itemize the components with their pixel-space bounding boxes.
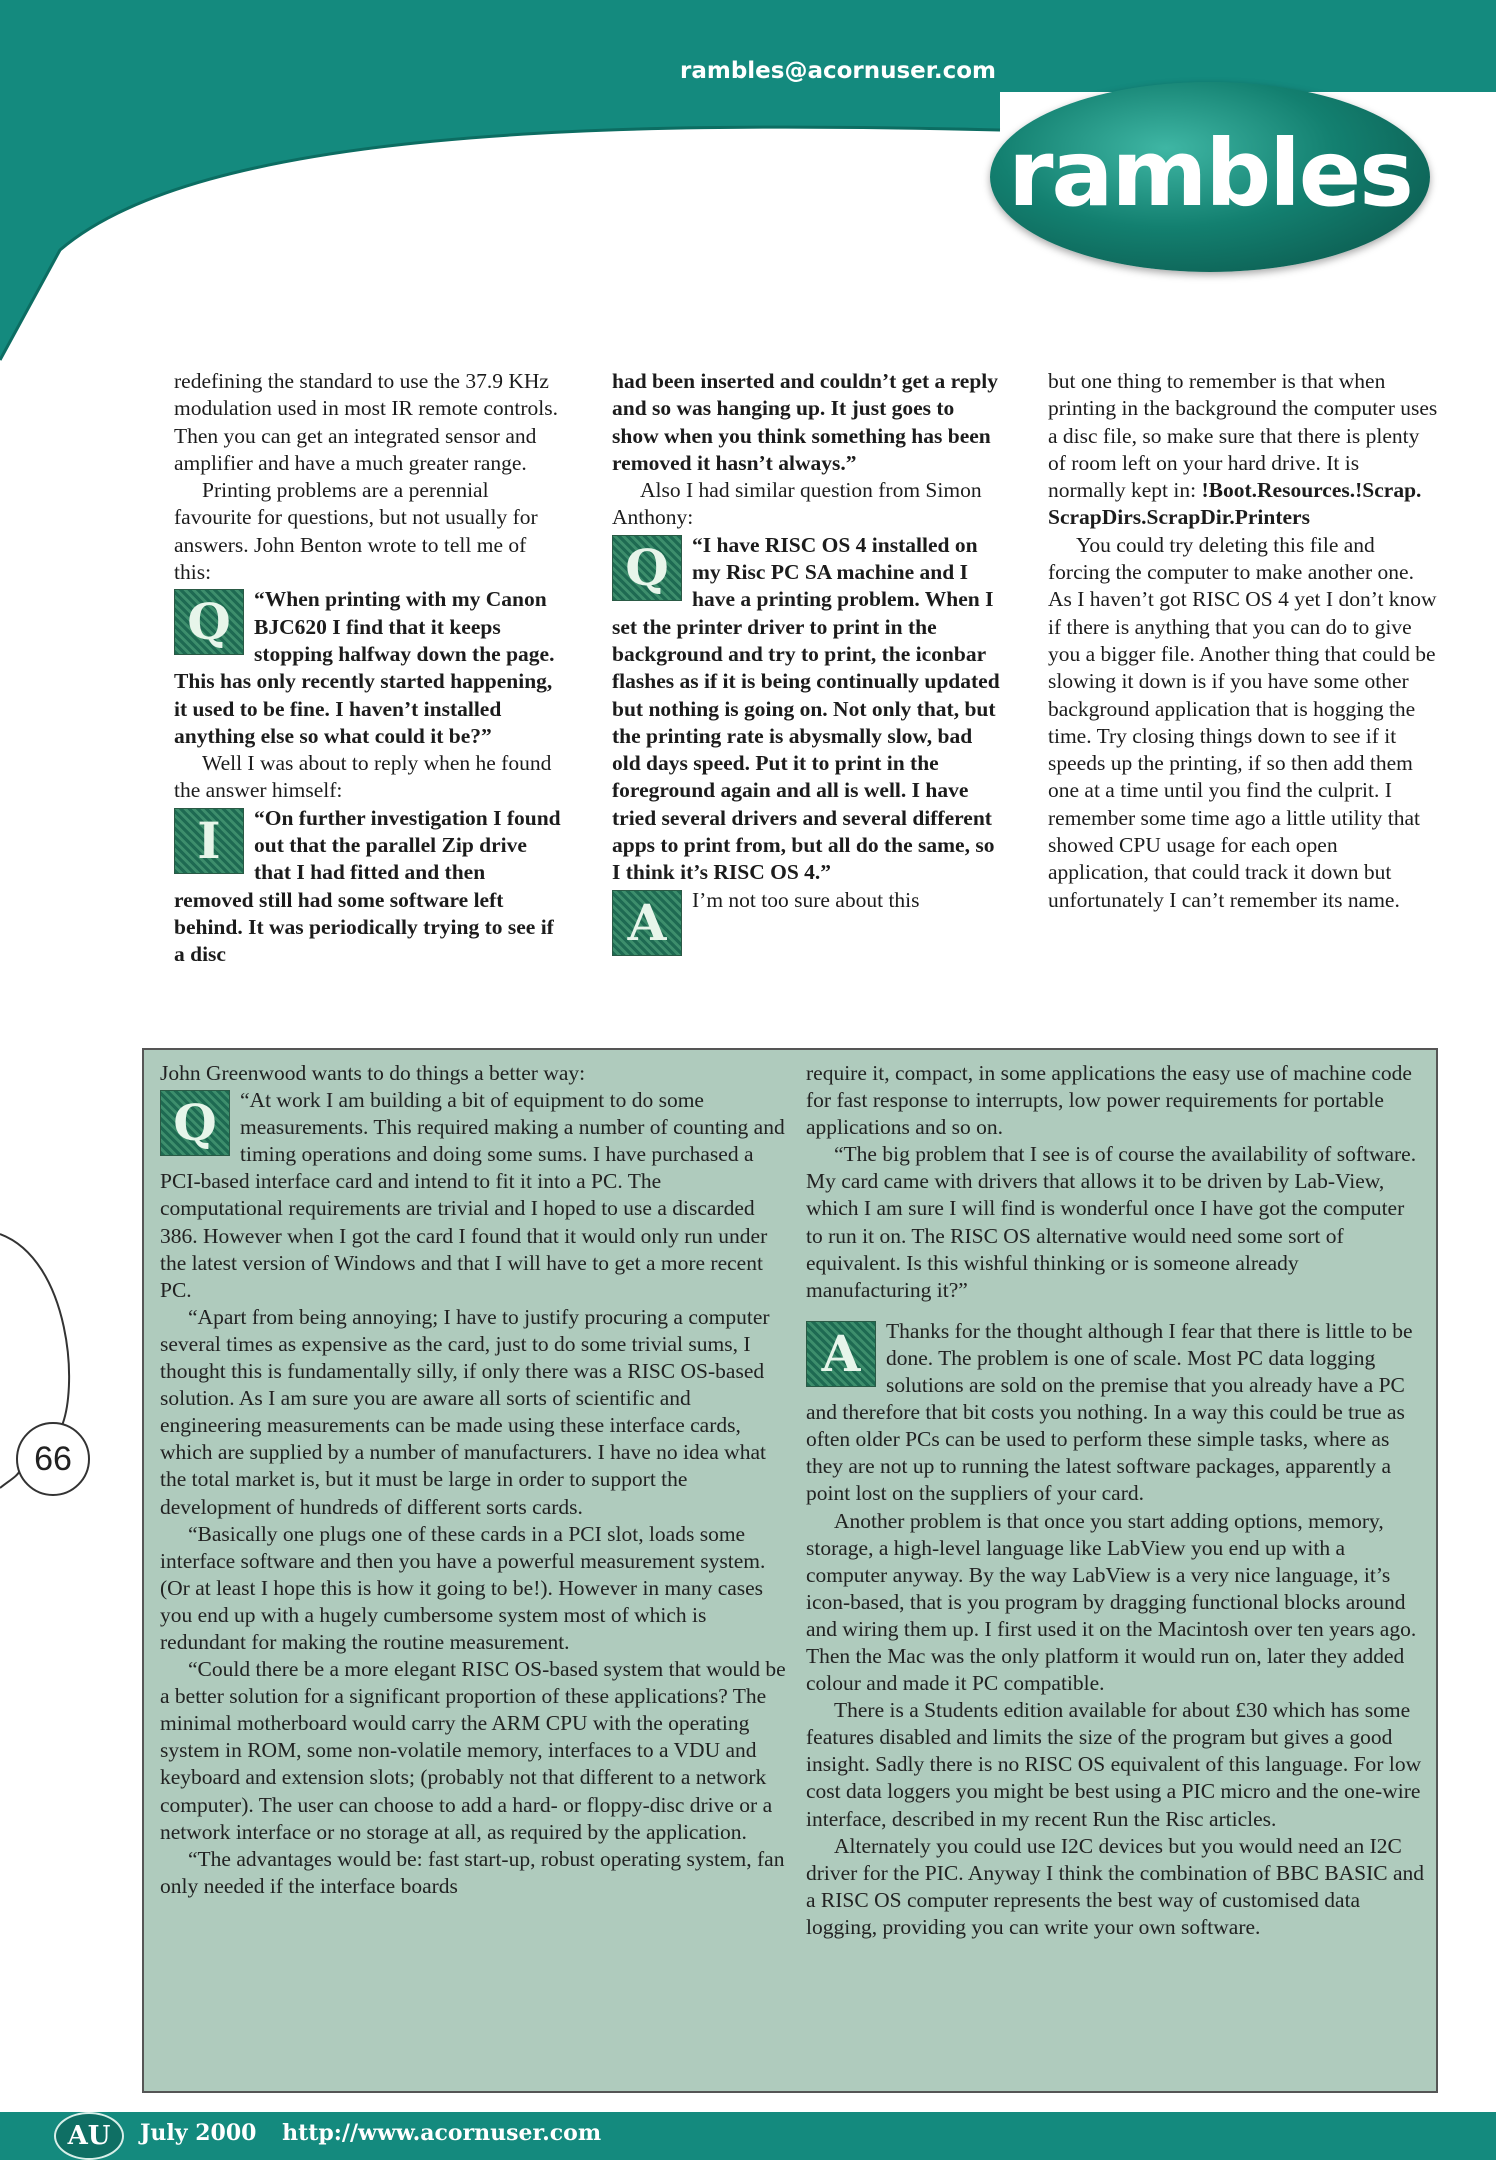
paragraph: Alternately you could use I2C devices but you would need an I2C driver for the PIC. Anyway I think the combination of BBC BASIC and a RISC OS computer represents the best way of customised data logging, providing you can write your own software. <box>806 1833 1425 1939</box>
article-column-3 <box>1048 368 1440 914</box>
drop-cap-a: A <box>612 890 682 956</box>
article-column-2 <box>612 368 1004 956</box>
paragraph: There is a Students edition available for about £30 which has some features disabled and limits the size of the program but gives a good insight. Sadly there is no RISC OS equivalent of this language. For low cost data loggers you might be best using a PIC micro and the one-wire interface, described in my recent Run the Risc articles. <box>806 1698 1422 1831</box>
footer-url[interactable]: http://www.acornuser.com <box>282 2120 602 2146</box>
au-logo: AU <box>54 2112 124 2160</box>
header-email[interactable]: rambles@acornuser.com <box>679 58 996 84</box>
section-logo-text: rambles <box>1008 120 1412 227</box>
article-column-1 <box>174 368 562 969</box>
question-text: “I have RISC OS 4 installed on my Risc PC SA machine and I have a printing problem. When I set the printer driver to print in the background and try to print, the iconbar flashes as if it is being continually updated but nothing is going on. Not only that, but the printing rate is abysmally slow, bad old days speed. Put it to print in the foreground again and all is well. I have tried several drivers and several different apps to print from, but all do the same, so I think it’s RISC OS 4.” <box>612 532 1000 885</box>
box-column-left <box>160 1060 788 1900</box>
section-logo <box>990 82 1430 272</box>
paragraph: “Could there be a more elegant RISC OS-based system that would be a better solution for a significant proportion of these applications? The minimal motherboard would carry the ARM CPU with the operating system in ROM, some non-volatile memory, interfaces to a VDU and keyboard and extension slots; (probably not that different to a network computer). The user can choose to add a hard- or floppy-disc drive or a network interface or no storage at all, as required by the application. <box>160 1657 786 1844</box>
paragraph: Well I was about to reply when he found the answer himself: <box>174 751 552 803</box>
footer-date: July 2000 <box>140 2120 257 2146</box>
box-column-right <box>806 1060 1426 1941</box>
paragraph: Also I had similar question from Simon Anthony: <box>612 478 982 530</box>
drop-cap-q: Q <box>612 535 682 601</box>
drop-cap-q: Q <box>174 589 244 655</box>
paragraph: but one thing to remember is that when printing in the background the computer uses a disc file, so make sure that there is plenty of room left on your hard drive. It is normally kept in: <box>1048 369 1438 503</box>
quote-text: had been inserted and couldn’t get a reply and so was hanging up. It just goes to show when you think something has been removed it hasn’t always.” <box>612 369 999 475</box>
paragraph: “The advantages would be: fast start-up, robust operating system, fan only needed if the interface boards <box>160 1846 785 1898</box>
paragraph: “The big problem that I see is of course the availability of software. My card came with drivers that allows it to be driven by Lab-View, which I am sure I will find is wonderful once I have got the computer to run it on. The RISC OS alternative would need some sort of equivalent. Is this wishful thinking or is someone already manufacturing it?” <box>806 1142 1417 1302</box>
question-text: “At work I am building a bit of equipment to do some measurements. This required making a number of counting and timing operations and doing some sums. I have purchased a PCI-based interface card and intend to fit it into a PC. The computational requirements are trivial and I hoped to use a discarded 386. However when I got the card I found that it would only run under the latest version of Windows and that I will have to get a more recent PC. <box>160 1088 785 1302</box>
paragraph: “Apart from being annoying; I have to justify procuring a computer several times as expensive as the card, just to do some trivial sums, I thought this is fundamentally silly, if only there was a RISC OS-based solution. As I am sure you are aware all sorts of scientific and engineering measurements can be made using these interface cards, which are supplied by a number of manufacturers. I have no idea what the total market is, but it must be large in order to support the development of hundreds of different sorts cards. <box>160 1304 770 1519</box>
page-number: 66 <box>16 1422 90 1496</box>
footer-text <box>140 2120 619 2146</box>
sidebar-box <box>142 1048 1438 2093</box>
paragraph: require it, compact, in some applications the easy use of machine code for fast response to interrupts, low power requirements for portable applications and so on. <box>806 1061 1412 1140</box>
paragraph: You could try deleting this file and forcing the computer to make another one. As I haven’t got RISC OS 4 yet I don’t know if there is anything that you can do to give you a bigger file. Another thing that could be slowing it down is if you have some other background application that is hogging the time. Try closing things down to see if it speeds up the printing, if so then add them one at a time until you find the culprit. I remember some time ago a little utility that showed CPU usage for each open application, that could track it down but unfortunately I can’t remember its name. <box>1048 532 1437 912</box>
drop-cap-q: Q <box>160 1090 230 1156</box>
quote-text: “On further investigation I found out that the parallel Zip drive that I had fitted and then removed still had some software left behind. It was periodically trying to see if a disc <box>174 805 561 967</box>
paragraph: Printing problems are a perennial favourite for questions, but not usually for answers. John Benton wrote to tell me of this: <box>174 478 538 585</box>
paragraph: John Greenwood wants to do things a better way: <box>160 1061 586 1085</box>
drop-cap-i: I <box>174 808 244 874</box>
paragraph: Another problem is that once you start adding options, memory, storage, a high-level language like LabView you end up with a computer anyway. By the way LabView is a very nice language, it’s icon-based, that is you program by dragging functional blocks around and wiring them up. I first used it on the Macintosh over ten years ago. Then the Mac was the only platform it would run on, later they added colour and made it PC compatible. <box>806 1508 1417 1696</box>
file-path: !Boot.Resources.!Scrap. ScrapDirs.ScrapDir.Printers <box>1048 478 1422 530</box>
answer-text: I’m not too sure about this <box>692 887 920 912</box>
drop-cap-a: A <box>806 1321 876 1387</box>
paragraph: redefining the standard to use the 37.9 KHz modulation used in most IR remote controls. Then you can get an integrated sensor and amplifier and have a much greater range. <box>174 369 558 475</box>
answer-text: Thanks for the thought although I fear that there is little to be done. The problem is one of scale. Most PC data logging solutions are sold on the premise that you already have a PC and therefore that bit costs you nothing. In a way this could be true as often older PCs can be used to perform these simple tasks, where as they are not up to running the latest software packages, apparently a point lost on the suppliers of your card. <box>806 1318 1413 1506</box>
paragraph: “Basically one plugs one of these cards in a PCI slot, loads some interface software and then you have a powerful measurement system. (Or at least I hope this is how it going to be!). However in many cases you end up with a hugely cumbersome system most of which is redundant for making the routine measurement. <box>160 1521 766 1654</box>
question-text: “When printing with my Canon BJC620 I find that it keeps stopping halfway down the page. This has only recently started happening, it used to be fine. I haven’t installed anything else so what could it be?” <box>174 587 555 748</box>
